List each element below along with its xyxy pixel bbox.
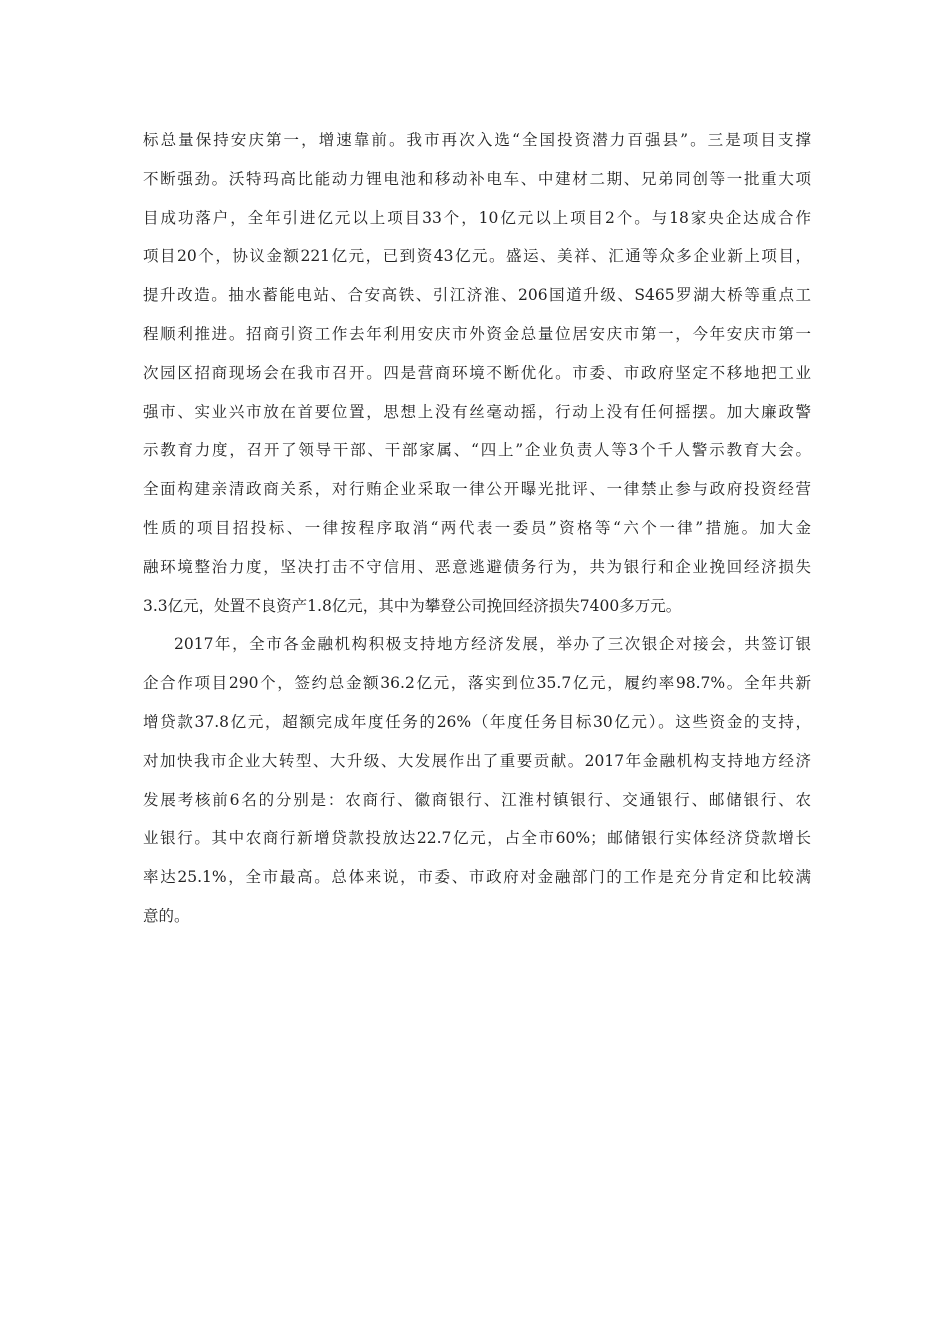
text-line: 融环境整治力度，坚决打击不守信用、恶意逃避债务行为，共为银行和企业挽回经济损失 <box>143 557 811 576</box>
text-line: 企合作项目290个，签约总金额36.2亿元，落实到位35.7亿元，履约率98.7%。全年共新 <box>143 674 811 693</box>
text-line: 2017年，全市各金融机构积极支持地方经济发展，举办了三次银企对接会，共签订银 <box>174 635 811 654</box>
text-line: 标总量保持安庆第一，增速靠前。我市再次入选“全国投资潜力百强县”。三是项目支撑 <box>143 131 811 149</box>
text-line: 率达25.1%，全市最高。总体来说，市委、市政府对金融部门的工作是充分肯定和比较满 <box>143 868 811 887</box>
text-line: 提升改造。抽水蓄能电站、合安高铁、引江济淮、206国道升级、S465罗湖大桥等重点工 <box>143 286 811 305</box>
paragraph-1 <box>143 121 811 625</box>
text-line: 目成功落户，全年引进亿元以上项目33个，10亿元以上项目2个。与18家央企达成合作 <box>143 208 811 227</box>
text-line: 不断强劲。沃特玛高比能动力锂电池和移动补电车、中建材二期、兄弟同创等一批重大项 <box>143 169 811 188</box>
text-line: 发展考核前6名的分别是：农商行、徽商银行、江淮村镇银行、交通银行、邮储银行、农 <box>143 790 811 809</box>
text-line: 意的。 <box>143 906 190 925</box>
text-line: 示教育力度，召开了领导干部、干部家属、“四上”企业负责人等3个千人警示教育大会。 <box>143 441 811 460</box>
document-body <box>143 121 811 936</box>
text-line: 增贷款37.8亿元，超额完成年度任务的26%（年度任务目标30亿元）。这些资金的支持， <box>143 712 811 731</box>
text-line: 性质的项目招投标、一律按程序取消“两代表一委员”资格等“六个一律”措施。加大金 <box>143 518 811 537</box>
text-line: 对加快我市企业大转型、大升级、大发展作出了重要贡献。2017年金融机构支持地方经济 <box>143 751 811 770</box>
text-line: 项目20个，协议金额221亿元，已到资43亿元。盛运、美祥、汇通等众多企业新上项目， <box>143 247 811 266</box>
text-line: 次园区招商现场会在我市召开。四是营商环境不断优化。市委、市政府坚定不移地把工业 <box>143 363 811 382</box>
paragraph-2 <box>143 625 811 935</box>
text-line: 强市、实业兴市放在首要位置，思想上没有丝毫动摇，行动上没有任何摇摆。加大廉政警 <box>143 402 811 421</box>
text-line: 全面构建亲清政商关系，对行贿企业采取一律公开曝光批评、一律禁止参与政府投资经营 <box>143 480 811 499</box>
text-line: 3.3亿元，处置不良资产1.8亿元，其中为攀登公司挽回经济损失7400多万元。 <box>143 596 682 615</box>
text-line: 业银行。其中农商行新增贷款投放达22.7亿元，占全市60%；邮储银行实体经济贷款增长 <box>143 829 811 848</box>
text-line: 程顺利推进。招商引资工作去年利用安庆市外资金总量位居安庆市第一，今年安庆市第一 <box>143 324 811 343</box>
